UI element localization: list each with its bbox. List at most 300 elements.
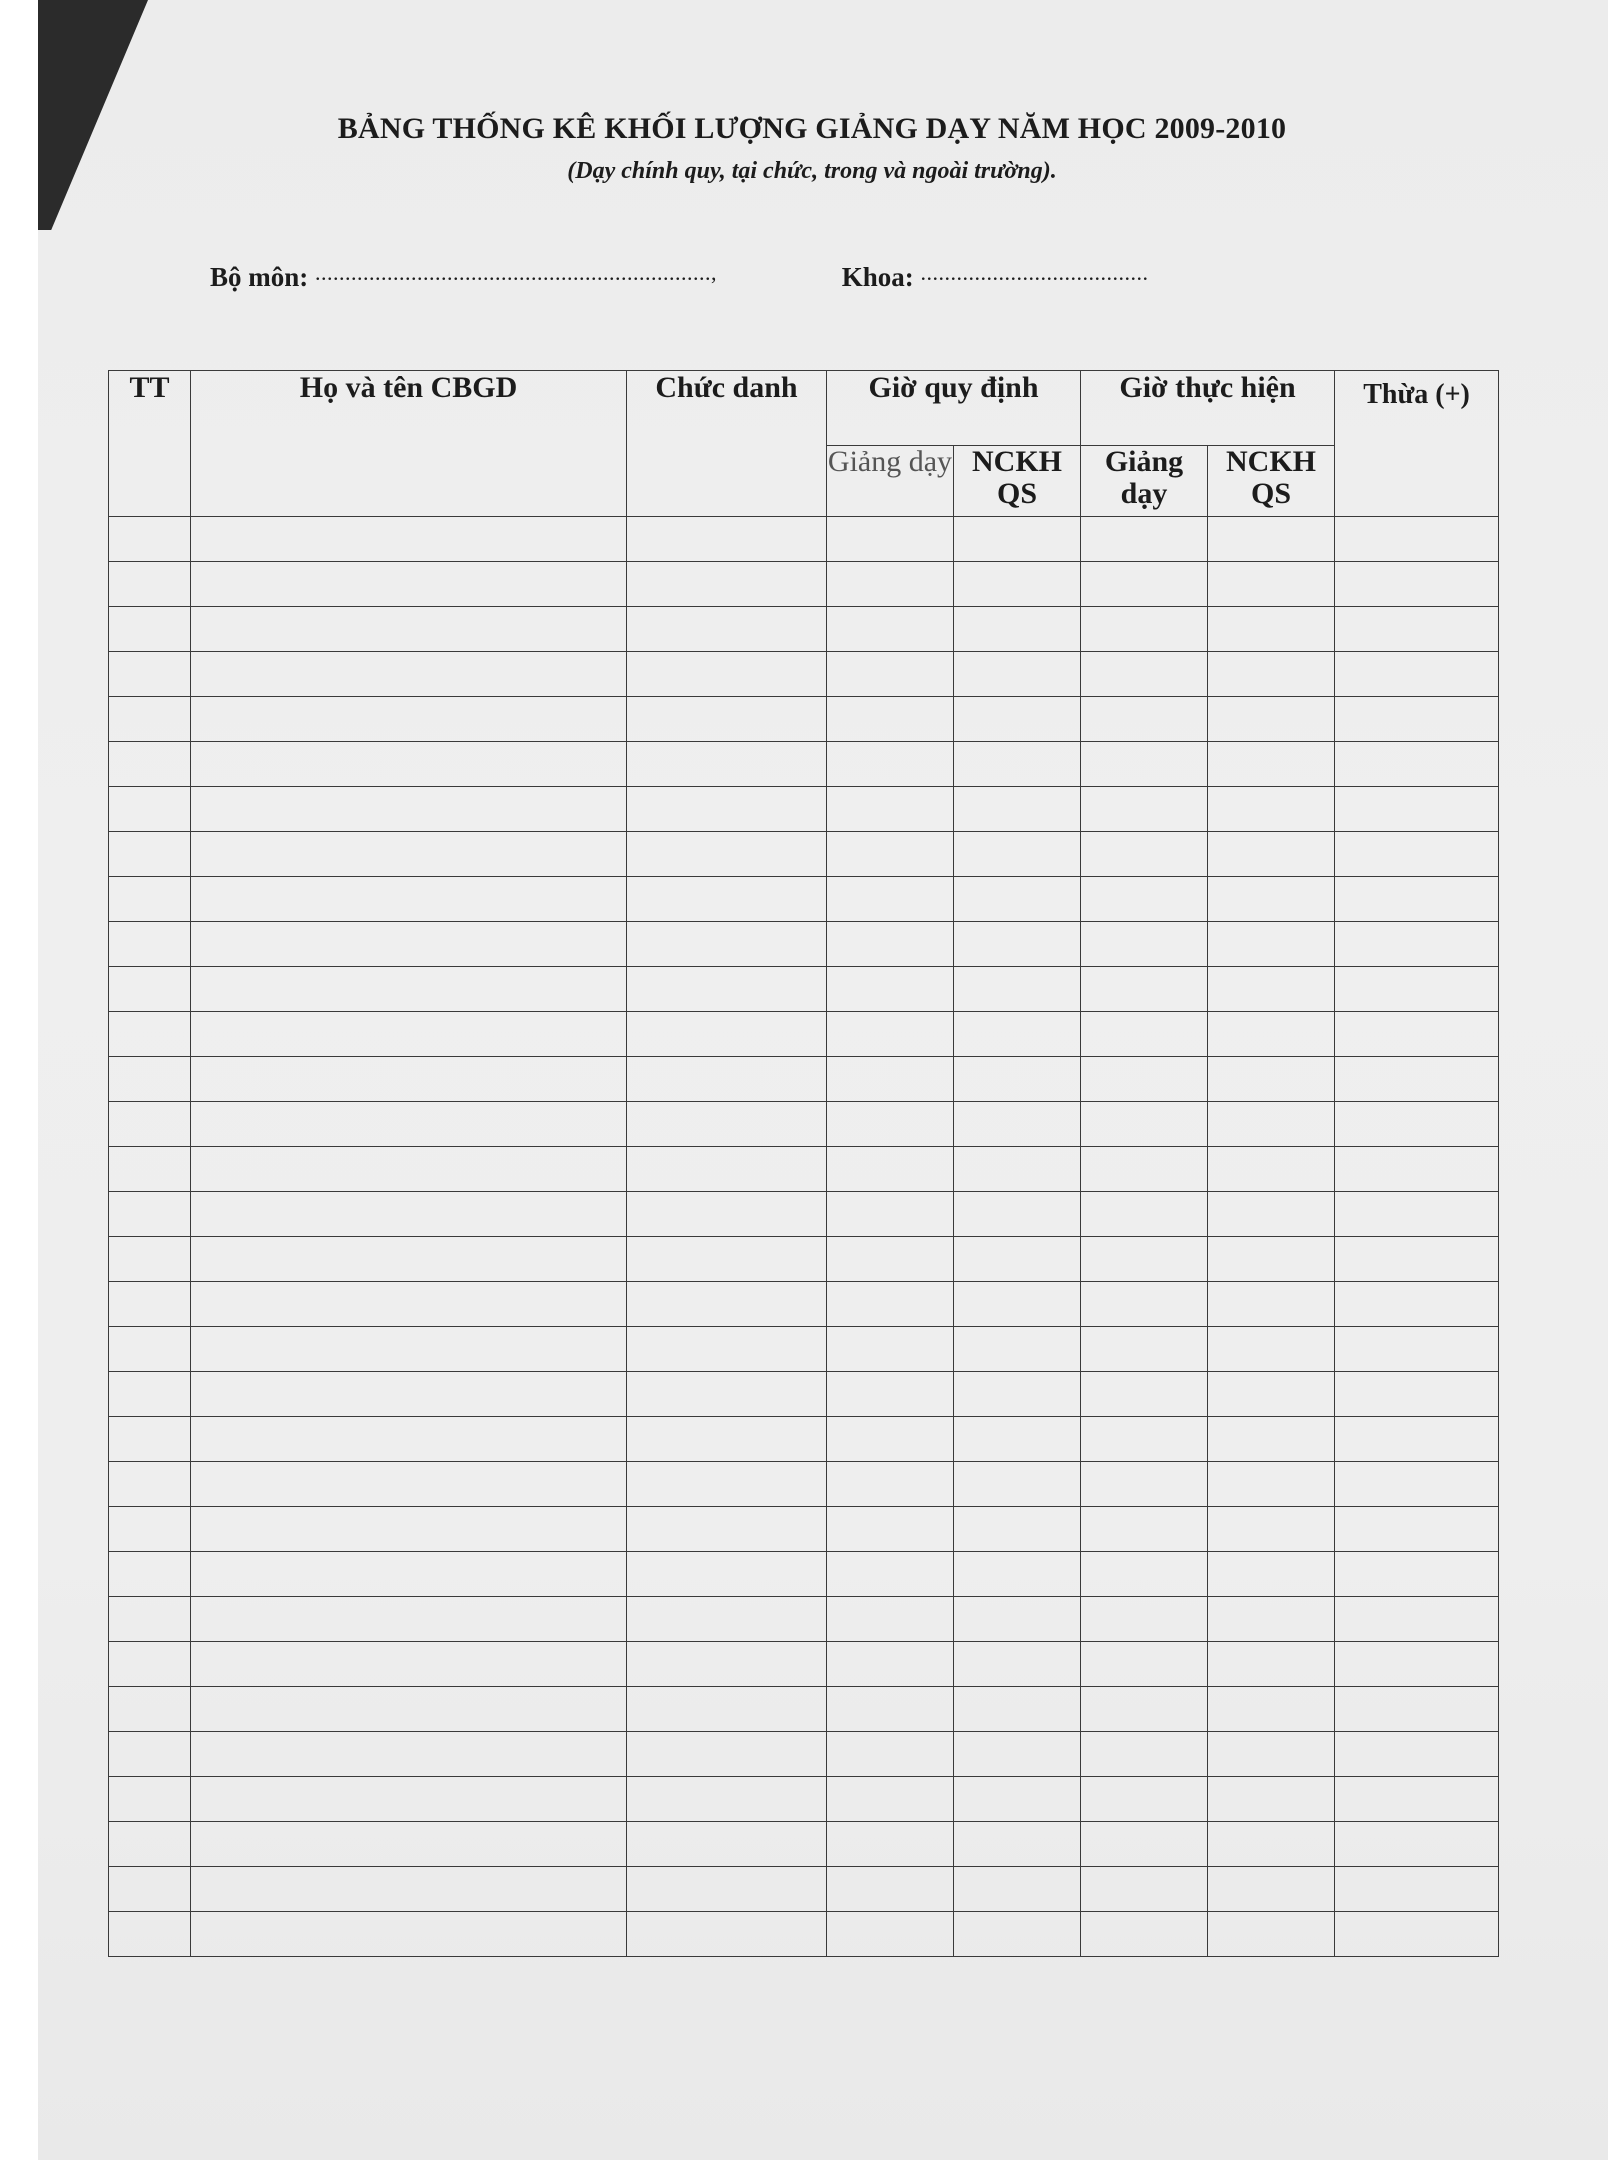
table-cell[interactable] [1335, 1327, 1499, 1372]
table-cell[interactable] [627, 787, 827, 832]
table-cell[interactable] [109, 517, 191, 562]
table-cell[interactable] [627, 1282, 827, 1327]
table-cell[interactable] [954, 1372, 1081, 1417]
table-cell[interactable] [954, 1597, 1081, 1642]
table-cell[interactable] [827, 562, 954, 607]
table-cell[interactable] [827, 697, 954, 742]
table-cell[interactable] [1081, 1102, 1208, 1147]
table-cell[interactable] [627, 1642, 827, 1687]
table-cell[interactable] [827, 1237, 954, 1282]
table-cell[interactable] [954, 787, 1081, 832]
table-cell[interactable] [1081, 1012, 1208, 1057]
table-cell[interactable] [954, 1462, 1081, 1507]
header-actual-hours: Giờ thực hiện [1081, 371, 1335, 446]
table-cell[interactable] [191, 1012, 627, 1057]
table-cell[interactable] [1335, 1687, 1499, 1732]
table-cell[interactable] [109, 1597, 191, 1642]
table-row [109, 517, 1499, 562]
table-cell[interactable] [954, 652, 1081, 697]
department-label: Bộ môn: [210, 262, 309, 292]
table-cell[interactable] [1335, 1867, 1499, 1912]
table-cell[interactable] [1208, 1192, 1335, 1237]
table-cell[interactable] [1081, 562, 1208, 607]
header-surplus: Thừa (+) [1335, 371, 1499, 517]
table-row [109, 1462, 1499, 1507]
table-cell[interactable] [1081, 607, 1208, 652]
table-cell[interactable] [954, 517, 1081, 562]
table-cell[interactable] [1335, 1372, 1499, 1417]
table-cell[interactable] [1081, 1462, 1208, 1507]
table-cell[interactable] [109, 1012, 191, 1057]
table-cell[interactable] [109, 1282, 191, 1327]
table-cell[interactable] [1335, 1147, 1499, 1192]
table-cell[interactable] [627, 967, 827, 1012]
table-cell[interactable] [827, 1057, 954, 1102]
table-cell[interactable] [109, 607, 191, 652]
table-cell[interactable] [1208, 1507, 1335, 1552]
table-cell[interactable] [109, 877, 191, 922]
table-cell[interactable] [827, 787, 954, 832]
table-cell[interactable] [1335, 922, 1499, 967]
table-cell[interactable] [1208, 1327, 1335, 1372]
table-cell[interactable] [1335, 832, 1499, 877]
table-cell[interactable] [191, 697, 627, 742]
table-cell[interactable] [1081, 697, 1208, 742]
table-cell[interactable] [627, 1327, 827, 1372]
table-cell[interactable] [109, 922, 191, 967]
table-cell[interactable] [191, 1282, 627, 1327]
table-cell[interactable] [109, 1237, 191, 1282]
table-cell[interactable] [827, 1732, 954, 1777]
table-cell[interactable] [1208, 1822, 1335, 1867]
table-cell[interactable] [1208, 607, 1335, 652]
table-cell[interactable] [191, 562, 627, 607]
table-cell[interactable] [1335, 517, 1499, 562]
table-cell[interactable] [191, 742, 627, 787]
table-cell[interactable] [191, 652, 627, 697]
table-cell[interactable] [627, 607, 827, 652]
table-cell[interactable] [827, 1192, 954, 1237]
table-row [109, 1642, 1499, 1687]
table-cell[interactable] [109, 1462, 191, 1507]
table-row [109, 1552, 1499, 1597]
table-cell[interactable] [827, 1867, 954, 1912]
table-cell[interactable] [954, 877, 1081, 922]
table-cell[interactable] [1335, 1192, 1499, 1237]
table-cell[interactable] [1208, 697, 1335, 742]
table-cell[interactable] [1081, 1777, 1208, 1822]
table-cell[interactable] [109, 1327, 191, 1372]
table-cell[interactable] [827, 1552, 954, 1597]
table-cell[interactable] [1208, 1462, 1335, 1507]
table-cell[interactable] [827, 1012, 954, 1057]
table-cell[interactable] [191, 607, 627, 652]
table-cell[interactable] [109, 967, 191, 1012]
table-cell[interactable] [1081, 832, 1208, 877]
table-cell[interactable] [1081, 922, 1208, 967]
table-cell[interactable] [109, 1912, 191, 1957]
table-cell[interactable] [627, 1057, 827, 1102]
table-cell[interactable] [1081, 1417, 1208, 1462]
table-cell[interactable] [1335, 742, 1499, 787]
table-cell[interactable] [191, 1552, 627, 1597]
table-cell[interactable] [627, 1822, 827, 1867]
table-cell[interactable] [1081, 1732, 1208, 1777]
table-cell[interactable] [1208, 1012, 1335, 1057]
department-field[interactable]: .................................................................., [315, 260, 718, 285]
table-cell[interactable] [191, 1597, 627, 1642]
table-cell[interactable] [1335, 607, 1499, 652]
table-cell[interactable] [1208, 1732, 1335, 1777]
table-cell[interactable] [1335, 877, 1499, 922]
table-cell[interactable] [827, 1597, 954, 1642]
table-cell[interactable] [827, 1642, 954, 1687]
table-cell[interactable] [954, 832, 1081, 877]
table-cell[interactable] [1335, 1012, 1499, 1057]
table-cell[interactable] [1208, 517, 1335, 562]
table-cell[interactable] [1081, 1147, 1208, 1192]
table-row [109, 607, 1499, 652]
table-cell[interactable] [627, 697, 827, 742]
table-cell[interactable] [191, 1462, 627, 1507]
table-cell[interactable] [1208, 652, 1335, 697]
table-cell[interactable] [1081, 1507, 1208, 1552]
table-cell[interactable] [109, 1057, 191, 1102]
table-cell[interactable] [109, 742, 191, 787]
table-cell[interactable] [191, 1192, 627, 1237]
table-cell[interactable] [954, 1282, 1081, 1327]
table-row [109, 1012, 1499, 1057]
header-tt: TT [109, 371, 191, 517]
table-cell[interactable] [191, 1372, 627, 1417]
table-cell[interactable] [954, 697, 1081, 742]
table-row [109, 1507, 1499, 1552]
table-cell[interactable] [827, 607, 954, 652]
table-row [109, 1912, 1499, 1957]
table-cell[interactable] [109, 1372, 191, 1417]
table-cell[interactable] [827, 652, 954, 697]
table-cell[interactable] [109, 1147, 191, 1192]
table-cell[interactable] [191, 1912, 627, 1957]
table-cell[interactable] [1335, 1912, 1499, 1957]
table-cell[interactable] [827, 1777, 954, 1822]
table-cell[interactable] [627, 832, 827, 877]
table-cell[interactable] [1208, 1642, 1335, 1687]
table-cell[interactable] [1335, 1102, 1499, 1147]
table-cell[interactable] [191, 1732, 627, 1777]
table-cell[interactable] [1335, 1282, 1499, 1327]
table-cell[interactable] [1208, 967, 1335, 1012]
table-cell[interactable] [954, 1552, 1081, 1597]
table-cell[interactable] [1208, 1687, 1335, 1732]
table-cell[interactable] [627, 1912, 827, 1957]
table-cell[interactable] [191, 967, 627, 1012]
table-cell[interactable] [1208, 1777, 1335, 1822]
table-cell[interactable] [1335, 1642, 1499, 1687]
table-cell[interactable] [627, 1417, 827, 1462]
table-cell[interactable] [1208, 1147, 1335, 1192]
table-cell[interactable] [1208, 877, 1335, 922]
table-row [109, 967, 1499, 1012]
faculty-field[interactable]: ...................................... [920, 260, 1149, 285]
table-cell[interactable] [1081, 1822, 1208, 1867]
table-cell[interactable] [191, 1822, 627, 1867]
table-cell[interactable] [827, 1822, 954, 1867]
table-cell[interactable] [1335, 1732, 1499, 1777]
table-cell[interactable] [191, 1147, 627, 1192]
table-cell[interactable] [827, 1417, 954, 1462]
table-cell[interactable] [827, 1912, 954, 1957]
table-row [109, 1372, 1499, 1417]
table-cell[interactable] [1335, 1777, 1499, 1822]
table-cell[interactable] [627, 1102, 827, 1147]
table-cell[interactable] [191, 832, 627, 877]
table-cell[interactable] [954, 922, 1081, 967]
table-cell[interactable] [1081, 787, 1208, 832]
header-required-hours: Giờ quy định [827, 371, 1081, 446]
table-row [109, 1732, 1499, 1777]
table-cell[interactable] [1335, 697, 1499, 742]
table-cell[interactable] [1335, 1057, 1499, 1102]
table-cell[interactable] [627, 1462, 827, 1507]
table-row [109, 1867, 1499, 1912]
table-cell[interactable] [191, 1417, 627, 1462]
table-cell[interactable] [627, 1552, 827, 1597]
table-cell[interactable] [954, 1822, 1081, 1867]
table-cell[interactable] [191, 1237, 627, 1282]
table-cell[interactable] [954, 1642, 1081, 1687]
table-cell[interactable] [827, 1372, 954, 1417]
table-cell[interactable] [1208, 1912, 1335, 1957]
table-cell[interactable] [627, 652, 827, 697]
table-cell[interactable] [191, 922, 627, 967]
table-cell[interactable] [827, 1687, 954, 1732]
table-cell[interactable] [191, 1642, 627, 1687]
table-cell[interactable] [1208, 832, 1335, 877]
table-row [109, 1237, 1499, 1282]
table-cell[interactable] [1208, 1552, 1335, 1597]
table-cell[interactable] [1208, 1372, 1335, 1417]
table-cell[interactable] [827, 517, 954, 562]
table-cell[interactable] [191, 1327, 627, 1372]
table-cell[interactable] [954, 1867, 1081, 1912]
table-row [109, 922, 1499, 967]
table-cell[interactable] [1081, 1237, 1208, 1282]
table-cell[interactable] [109, 697, 191, 742]
table-cell[interactable] [1081, 967, 1208, 1012]
table-cell[interactable] [1081, 1282, 1208, 1327]
table-cell[interactable] [1208, 1417, 1335, 1462]
table-cell[interactable] [627, 922, 827, 967]
table-cell[interactable] [954, 1192, 1081, 1237]
table-cell[interactable] [1335, 1822, 1499, 1867]
table-cell[interactable] [627, 517, 827, 562]
table-cell[interactable] [627, 1732, 827, 1777]
table-cell[interactable] [109, 787, 191, 832]
table-cell[interactable] [954, 1237, 1081, 1282]
table-row [109, 1417, 1499, 1462]
table-cell[interactable] [1335, 1597, 1499, 1642]
table-cell[interactable] [1081, 1057, 1208, 1102]
table-cell[interactable] [954, 607, 1081, 652]
table-cell[interactable] [191, 877, 627, 922]
table-cell[interactable] [627, 562, 827, 607]
teaching-load-table [108, 370, 1499, 1957]
table-cell[interactable] [827, 877, 954, 922]
table-cell[interactable] [627, 877, 827, 922]
header-title: Chức danh [627, 371, 827, 517]
table-cell[interactable] [1335, 967, 1499, 1012]
table-cell[interactable] [109, 1867, 191, 1912]
table-cell[interactable] [1335, 1462, 1499, 1507]
table-header-row [109, 371, 1499, 446]
table-cell[interactable] [954, 562, 1081, 607]
subheader-required-research: NCKH QS [954, 446, 1081, 517]
table-row [109, 877, 1499, 922]
table-cell[interactable] [1081, 1552, 1208, 1597]
table-cell[interactable] [954, 1147, 1081, 1192]
header-name: Họ và tên CBGD [191, 371, 627, 517]
table-cell[interactable] [109, 652, 191, 697]
table-cell[interactable] [1335, 787, 1499, 832]
table-cell[interactable] [827, 1507, 954, 1552]
table-row [109, 562, 1499, 607]
table-cell[interactable] [191, 1507, 627, 1552]
table-cell[interactable] [627, 1597, 827, 1642]
table-cell[interactable] [827, 1327, 954, 1372]
table-cell[interactable] [191, 1777, 627, 1822]
table-cell[interactable] [1208, 1597, 1335, 1642]
table-cell[interactable] [827, 742, 954, 787]
table-cell[interactable] [1335, 652, 1499, 697]
table-cell[interactable] [954, 1327, 1081, 1372]
table-cell[interactable] [954, 1102, 1081, 1147]
table-cell[interactable] [827, 1462, 954, 1507]
table-cell[interactable] [1081, 877, 1208, 922]
table-cell[interactable] [954, 742, 1081, 787]
table-cell[interactable] [954, 1417, 1081, 1462]
table-cell[interactable] [109, 1192, 191, 1237]
table-row [109, 1057, 1499, 1102]
table-cell[interactable] [109, 562, 191, 607]
table-cell[interactable] [954, 1057, 1081, 1102]
table-cell[interactable] [954, 1012, 1081, 1057]
table-row [109, 1822, 1499, 1867]
document-title: BẢNG THỐNG KÊ KHỐI LƯỢNG GIẢNG DẠY NĂM HỌC 2009-2010 [337, 112, 1287, 145]
table-cell[interactable] [1081, 1912, 1208, 1957]
table-cell[interactable] [954, 1507, 1081, 1552]
table-cell[interactable] [1208, 1867, 1335, 1912]
table-cell[interactable] [1335, 1552, 1499, 1597]
table-cell[interactable] [1208, 1282, 1335, 1327]
table-cell[interactable] [627, 1012, 827, 1057]
table-cell[interactable] [827, 832, 954, 877]
table-row [109, 1597, 1499, 1642]
table-cell[interactable] [109, 1507, 191, 1552]
table-cell[interactable] [109, 1102, 191, 1147]
table-cell[interactable] [627, 1147, 827, 1192]
table-cell[interactable] [1208, 1057, 1335, 1102]
table-row [109, 787, 1499, 832]
table-cell[interactable] [954, 1732, 1081, 1777]
table-cell[interactable] [109, 1417, 191, 1462]
table-cell[interactable] [954, 1687, 1081, 1732]
table-cell[interactable] [627, 1237, 827, 1282]
table-cell[interactable] [1081, 1867, 1208, 1912]
table-cell[interactable] [627, 1867, 827, 1912]
table-cell[interactable] [627, 1687, 827, 1732]
table-row [109, 1777, 1499, 1822]
table-cell[interactable] [1208, 562, 1335, 607]
table-cell[interactable] [1335, 1237, 1499, 1282]
table-cell[interactable] [627, 1192, 827, 1237]
table-cell[interactable] [191, 1867, 627, 1912]
faculty-label: Khoa: [841, 262, 914, 292]
table-cell[interactable] [954, 1912, 1081, 1957]
table-cell[interactable] [954, 967, 1081, 1012]
table-cell[interactable] [1335, 1507, 1499, 1552]
table-cell[interactable] [1335, 1417, 1499, 1462]
table-cell[interactable] [1081, 1372, 1208, 1417]
table-cell[interactable] [627, 1507, 827, 1552]
table-cell[interactable] [109, 1687, 191, 1732]
table-cell[interactable] [191, 1057, 627, 1102]
table-cell[interactable] [1208, 787, 1335, 832]
table-cell[interactable] [191, 517, 627, 562]
table-cell[interactable] [827, 1102, 954, 1147]
table-cell[interactable] [191, 787, 627, 832]
table-row [109, 1687, 1499, 1732]
table-cell[interactable] [1208, 742, 1335, 787]
table-cell[interactable] [1208, 922, 1335, 967]
subheader-actual-teaching: Giảng dạy [1081, 446, 1208, 517]
table-cell[interactable] [827, 1282, 954, 1327]
table-cell[interactable] [827, 967, 954, 1012]
table-cell[interactable] [109, 1552, 191, 1597]
table-cell[interactable] [109, 1642, 191, 1687]
table-cell[interactable] [627, 1777, 827, 1822]
table-cell[interactable] [109, 1822, 191, 1867]
table-row [109, 1327, 1499, 1372]
table-cell[interactable] [1081, 1192, 1208, 1237]
table-cell[interactable] [1335, 562, 1499, 607]
table-row [109, 832, 1499, 877]
table-cell[interactable] [109, 1777, 191, 1822]
table-cell[interactable] [1081, 1687, 1208, 1732]
table-cell[interactable] [1081, 652, 1208, 697]
table-cell[interactable] [1081, 517, 1208, 562]
table-cell[interactable] [109, 832, 191, 877]
table-cell[interactable] [627, 1372, 827, 1417]
table-cell[interactable] [1081, 1597, 1208, 1642]
table-cell[interactable] [627, 742, 827, 787]
table-row [109, 1282, 1499, 1327]
table-cell[interactable] [954, 1777, 1081, 1822]
department-line [210, 260, 1231, 293]
table-cell[interactable] [827, 1147, 954, 1192]
table-row [109, 1147, 1499, 1192]
table-cell[interactable] [1081, 1642, 1208, 1687]
table-cell[interactable] [191, 1687, 627, 1732]
table-cell[interactable] [109, 1732, 191, 1777]
table-cell[interactable] [191, 1102, 627, 1147]
table-cell[interactable] [1081, 742, 1208, 787]
table-cell[interactable] [1081, 1327, 1208, 1372]
table-row [109, 1102, 1499, 1147]
table-cell[interactable] [1208, 1102, 1335, 1147]
table-cell[interactable] [1208, 1237, 1335, 1282]
table-cell[interactable] [827, 922, 954, 967]
